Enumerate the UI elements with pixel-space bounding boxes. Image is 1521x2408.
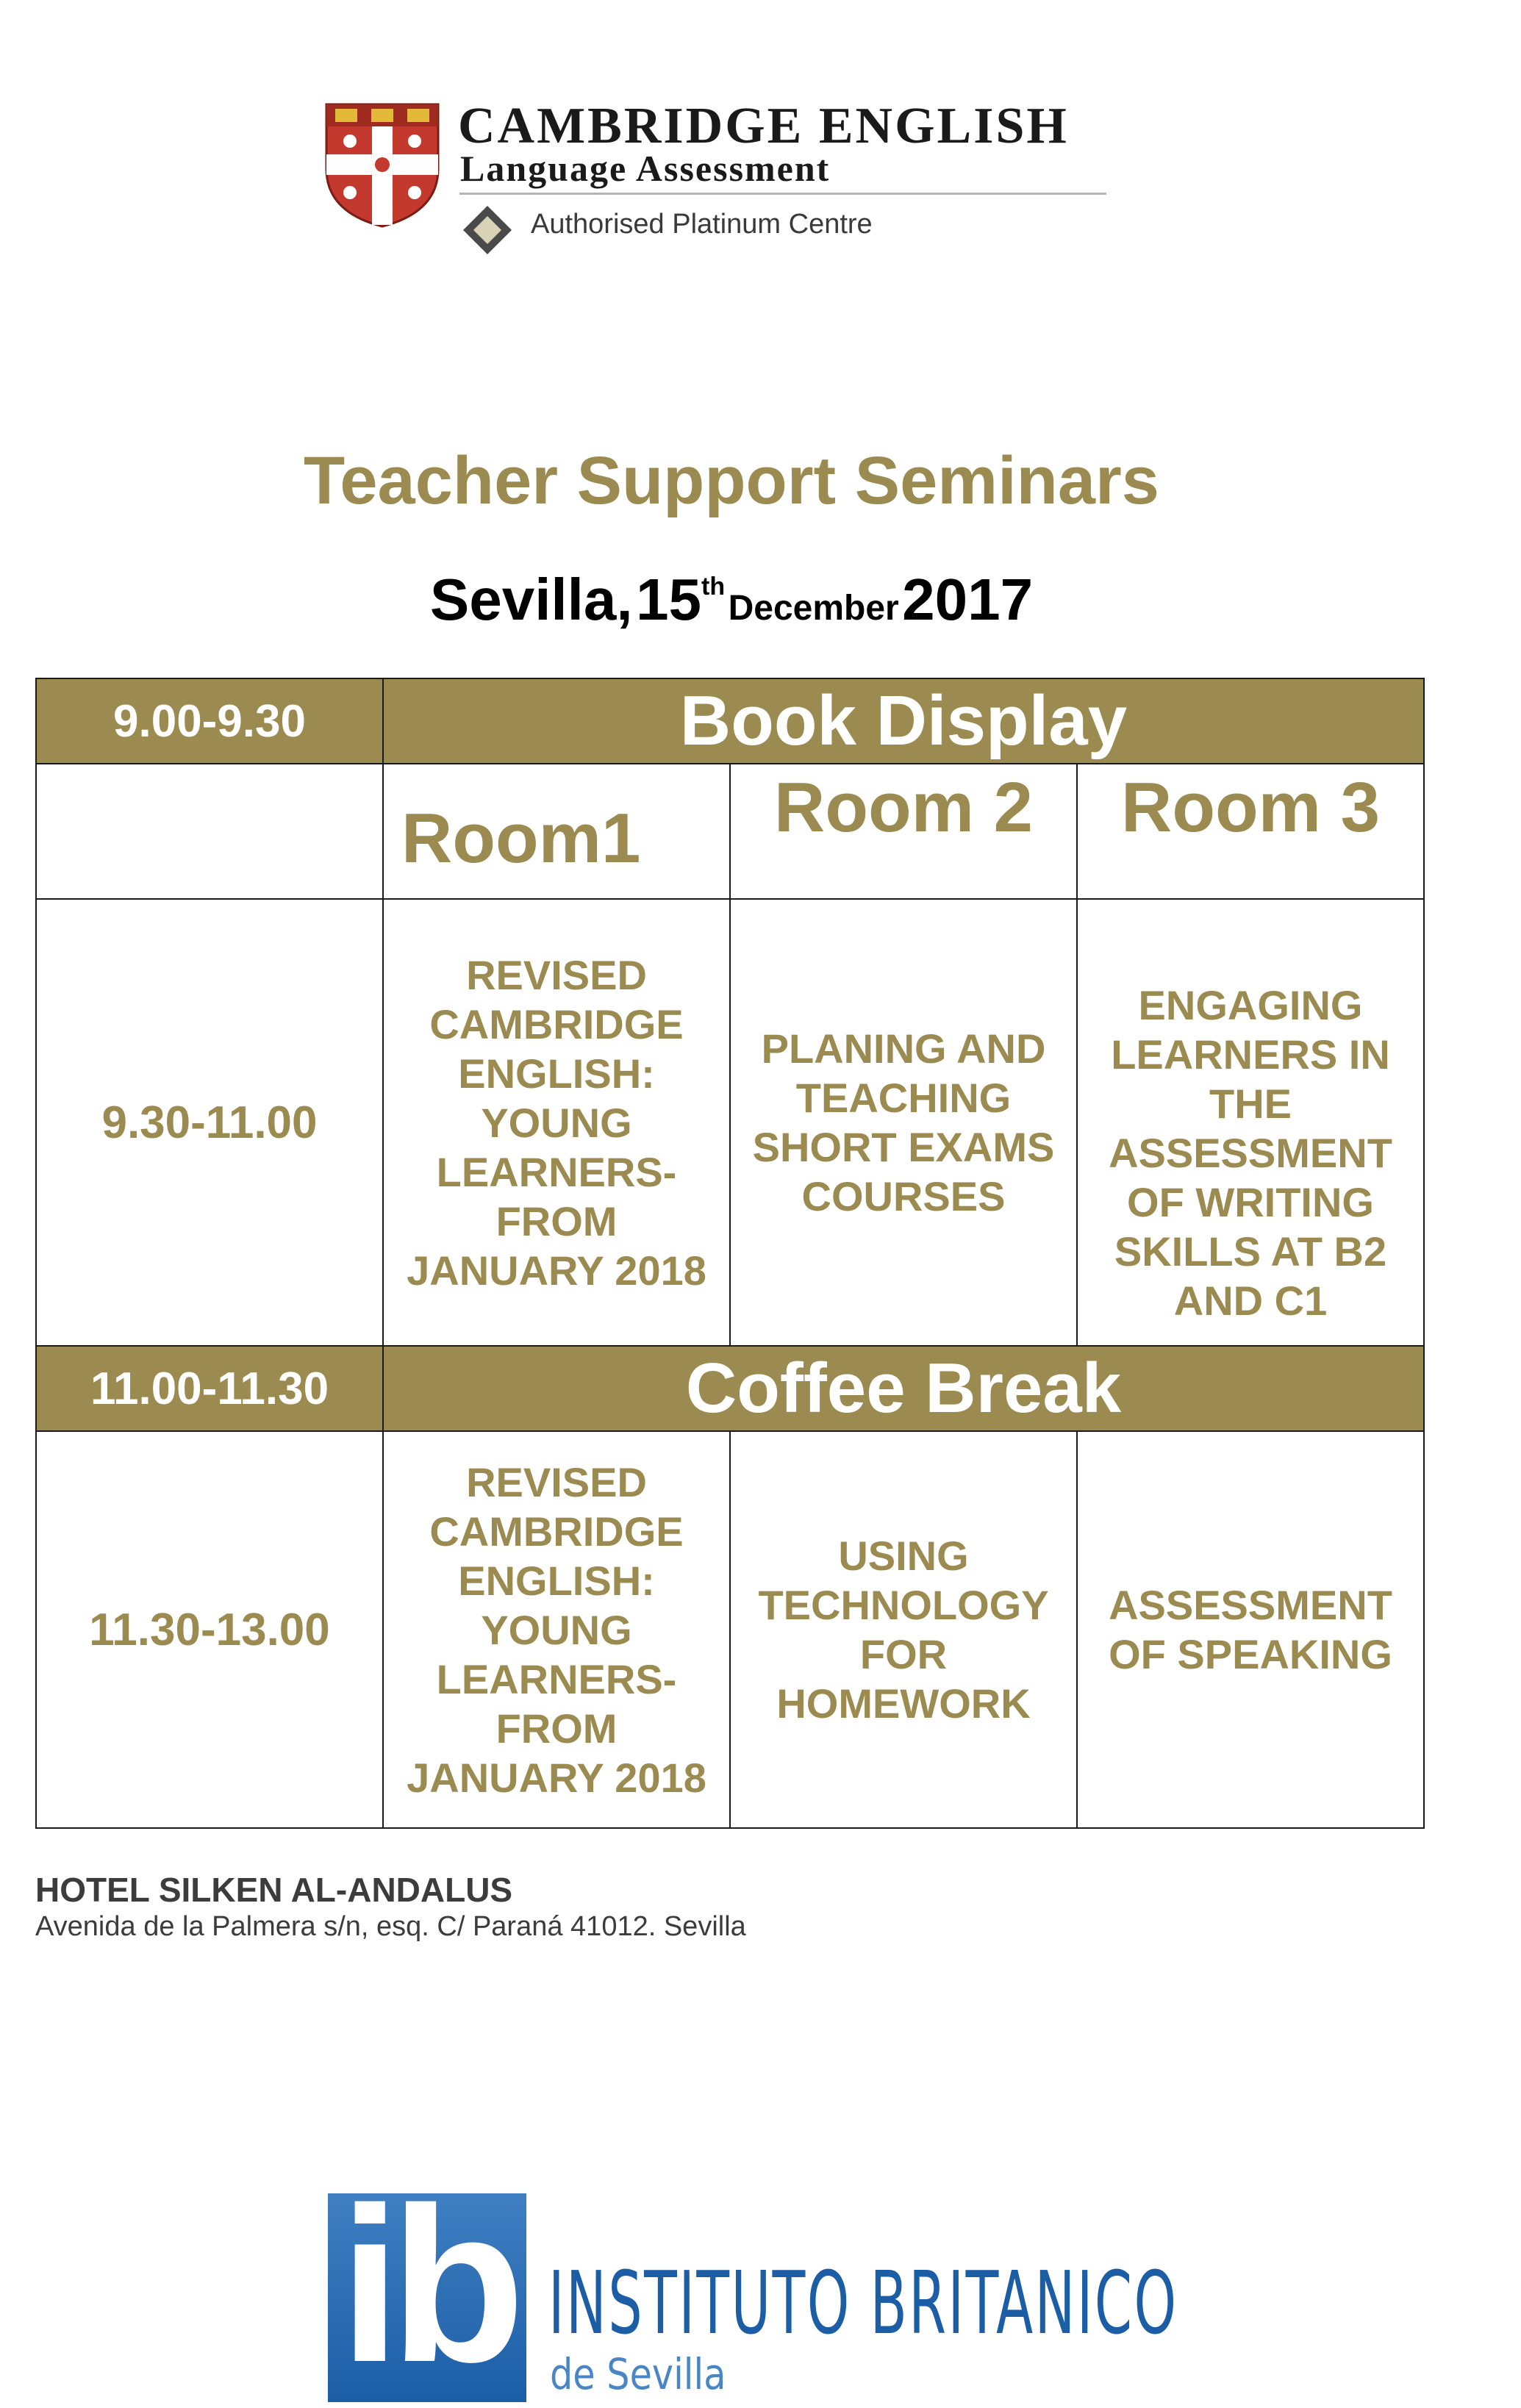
ib-logo-name: INSTITUTO BRITANICO [548, 2252, 1178, 2354]
room-header-1: Room1 [382, 763, 731, 900]
session1-room2-topic: PLANING AND TEACHING SHORT EXAMS COURSES [729, 898, 1078, 1347]
venue-address: Avenida de la Palmera s/n, esq. C/ Paraná 41012. Sevilla [35, 1911, 746, 1942]
ib-logo-letters: ib [339, 2161, 515, 2408]
brand-divider [459, 193, 1106, 195]
event-city: Sevilla, [429, 567, 633, 632]
venue-name: HOTEL SILKEN AL-ANDALUS [35, 1871, 513, 1909]
platinum-diamond-icon [462, 204, 513, 256]
book-display-label: Book Display [382, 678, 1425, 764]
schedule-table [35, 678, 1425, 1829]
coffee-break-label: Coffee Break [382, 1345, 1425, 1432]
room-header-2: Room 2 [729, 763, 1078, 900]
authorised-centre-label: Authorised Platinum Centre [531, 209, 873, 240]
cambridge-english-logo [323, 97, 1132, 273]
event-date [0, 566, 1463, 634]
room-header-empty [35, 763, 384, 900]
session1-room1-topic: REVISED CAMBRIDGE ENGLISH: YOUNG LEARNERS- FROM JANUARY 2018 [382, 898, 731, 1347]
session2-room1-topic: REVISED CAMBRIDGE ENGLISH: YOUNG LEARNERS- FROM JANUARY 2018 [382, 1430, 731, 1829]
page-title: Teacher Support Seminars [304, 443, 1159, 518]
session2-room3-topic: ASSESSMENT OF SPEAKING [1076, 1430, 1425, 1829]
book-display-time: 9.00-9.30 [35, 678, 384, 764]
cambridge-shield-icon [323, 101, 441, 228]
event-day-suffix: th [701, 573, 726, 601]
session1-room3-topic: ENGAGING LEARNERS IN THE ASSESSMENT OF WRITING SKILLS AT B2 AND C1 [1076, 898, 1425, 1347]
event-year: 2017 [902, 567, 1034, 632]
brand-subtitle: Language Assessment [460, 148, 831, 189]
session1-time: 9.30-11.00 [35, 898, 384, 1347]
ib-logo-box [328, 2161, 526, 2408]
event-day: 15 [636, 567, 702, 632]
ib-logo-city: de Sevilla [550, 2349, 726, 2399]
room-header-3: Room 3 [1076, 763, 1425, 900]
session2-room2-topic: USING TECHNOLOGY FOR HOMEWORK [729, 1430, 1078, 1829]
coffee-break-time: 11.00-11.30 [35, 1345, 384, 1432]
event-month: December [728, 589, 899, 628]
brand-title: CAMBRIDGE ENGLISH [458, 98, 1069, 154]
session2-time: 11.30-13.00 [35, 1430, 384, 1829]
instituto-britanico-logo [328, 2161, 1178, 2408]
